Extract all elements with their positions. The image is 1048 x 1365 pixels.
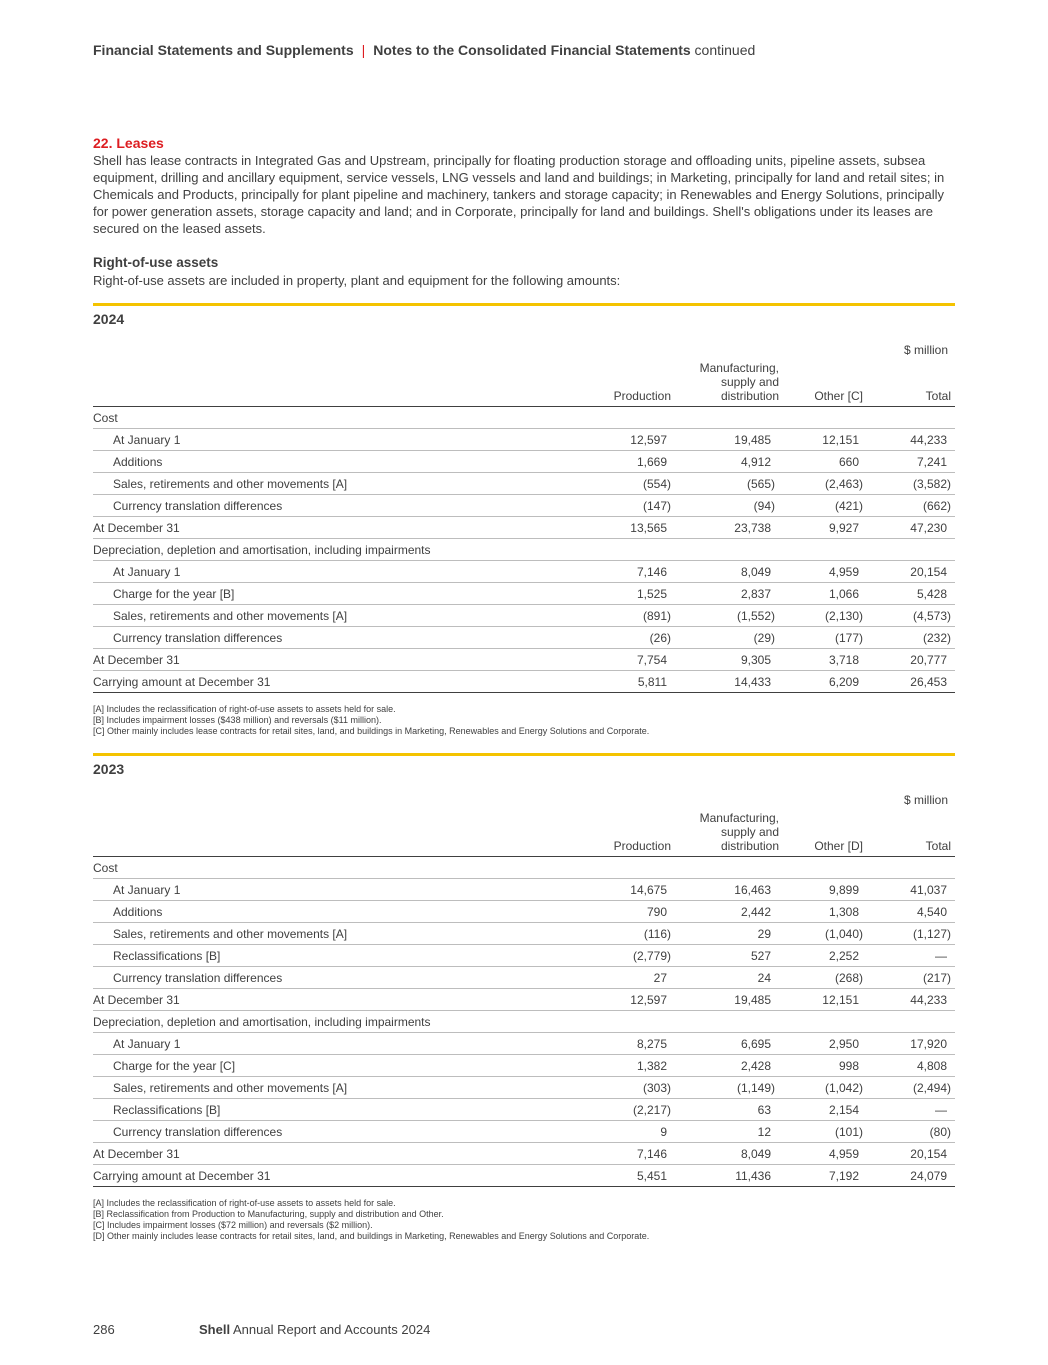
main-content bbox=[93, 134, 955, 1242]
cell-value: (3,582) bbox=[867, 473, 955, 495]
cell-value: 4,912 bbox=[675, 451, 779, 473]
table-row bbox=[93, 539, 955, 561]
column-header: Other [C] bbox=[779, 361, 867, 407]
table-row bbox=[93, 1165, 955, 1187]
cell-value: 1,382 bbox=[580, 1055, 675, 1077]
cell-value: (147) bbox=[580, 495, 675, 517]
row-label: At January 1 bbox=[93, 429, 580, 451]
tables-container bbox=[93, 303, 955, 1242]
cell-value: 4,959 bbox=[779, 561, 867, 583]
cell-value: 5,428 bbox=[867, 583, 955, 605]
table-row bbox=[93, 649, 955, 671]
cell-value: 1,308 bbox=[779, 901, 867, 923]
cell-value: 7,754 bbox=[580, 649, 675, 671]
cell-value: 2,950 bbox=[779, 1033, 867, 1055]
column-header: Total bbox=[867, 811, 955, 857]
cell-value: (116) bbox=[580, 923, 675, 945]
table-row bbox=[93, 1143, 955, 1165]
column-header: Manufacturing, supply and distribution bbox=[675, 361, 779, 407]
table-notes bbox=[93, 1198, 955, 1242]
header-section: Financial Statements and Supplements bbox=[93, 42, 354, 58]
cell-value: 4,540 bbox=[867, 901, 955, 923]
cell-value: (80) bbox=[867, 1121, 955, 1143]
header-title: Notes to the Consolidated Financial Statements bbox=[373, 42, 691, 58]
row-label: Reclassifications [B] bbox=[93, 1099, 580, 1121]
cell-value: (303) bbox=[580, 1077, 675, 1099]
cell-value: 8,049 bbox=[675, 1143, 779, 1165]
cell-value: (2,130) bbox=[779, 605, 867, 627]
row-label: At December 31 bbox=[93, 517, 580, 539]
row-label: Sales, retirements and other movements [A] bbox=[93, 1077, 580, 1099]
cell-value: (26) bbox=[580, 627, 675, 649]
cell-value: 8,275 bbox=[580, 1033, 675, 1055]
row-label: At January 1 bbox=[93, 879, 580, 901]
table-row bbox=[93, 671, 955, 693]
row-label: Depreciation, depletion and amortisation, including impairments bbox=[93, 539, 955, 561]
cell-value: 998 bbox=[779, 1055, 867, 1077]
cell-value: 47,230 bbox=[867, 517, 955, 539]
row-label: Carrying amount at December 31 bbox=[93, 671, 580, 693]
cell-value: 24 bbox=[675, 967, 779, 989]
cell-value: 1,066 bbox=[779, 583, 867, 605]
column-header: Production bbox=[580, 811, 675, 857]
table-row bbox=[93, 583, 955, 605]
cell-value: (2,463) bbox=[779, 473, 867, 495]
cell-value: 12,151 bbox=[779, 989, 867, 1011]
unit-label: $ million bbox=[903, 343, 948, 357]
cell-value: 1,525 bbox=[580, 583, 675, 605]
cell-value: (421) bbox=[779, 495, 867, 517]
table-row bbox=[93, 923, 955, 945]
cell-value: 16,463 bbox=[675, 879, 779, 901]
rou-intro: Right-of-use assets are included in property, plant and equipment for the following amounts: bbox=[93, 273, 621, 288]
table-row bbox=[93, 561, 955, 583]
footnote: [A] Includes the reclassification of right-of-use assets to assets held for sale. bbox=[93, 1198, 396, 1208]
row-label: Currency translation differences bbox=[93, 967, 580, 989]
cell-value: 2,428 bbox=[675, 1055, 779, 1077]
footnote: [B] Includes impairment losses ($438 million) and reversals ($11 million). bbox=[93, 715, 382, 725]
cell-value: 27 bbox=[580, 967, 675, 989]
cell-value: (891) bbox=[580, 605, 675, 627]
cell-value: 19,485 bbox=[675, 989, 779, 1011]
cell-value: 527 bbox=[675, 945, 779, 967]
cell-value: 26,453 bbox=[867, 671, 955, 693]
cell-value: 7,146 bbox=[580, 561, 675, 583]
row-label: Sales, retirements and other movements [A] bbox=[93, 605, 580, 627]
cell-value: 3,718 bbox=[779, 649, 867, 671]
row-label: Sales, retirements and other movements [A] bbox=[93, 923, 580, 945]
section-title: 22. Leases bbox=[93, 135, 164, 151]
cell-value: (217) bbox=[867, 967, 955, 989]
cell-value: 2,442 bbox=[675, 901, 779, 923]
table-year: 2023 bbox=[93, 761, 125, 777]
table-row bbox=[93, 879, 955, 901]
row-label: At January 1 bbox=[93, 1033, 580, 1055]
cell-value: 8,049 bbox=[675, 561, 779, 583]
row-label: At December 31 bbox=[93, 1143, 580, 1165]
yellow-divider bbox=[93, 303, 955, 306]
row-label: Currency translation differences bbox=[93, 1121, 580, 1143]
row-label: Cost bbox=[93, 407, 955, 429]
cell-value: (2,494) bbox=[867, 1077, 955, 1099]
row-label: Currency translation differences bbox=[93, 495, 580, 517]
cell-value: 2,154 bbox=[779, 1099, 867, 1121]
header-row bbox=[93, 811, 955, 857]
cell-value: 44,233 bbox=[867, 429, 955, 451]
row-label: Reclassifications [B] bbox=[93, 945, 580, 967]
footnote: [D] Other mainly includes lease contracts for retail sites, land, and buildings in Marketing, Renewables and Energy Solutions and Corporate. bbox=[93, 1231, 650, 1241]
row-label: Additions bbox=[93, 901, 580, 923]
cell-value: 790 bbox=[580, 901, 675, 923]
cell-value: 44,233 bbox=[867, 989, 955, 1011]
table-row bbox=[93, 857, 955, 879]
cell-value: 20,777 bbox=[867, 649, 955, 671]
cell-value: (1,040) bbox=[779, 923, 867, 945]
table-row bbox=[93, 451, 955, 473]
cell-value: 7,192 bbox=[779, 1165, 867, 1187]
cell-value: 5,451 bbox=[580, 1165, 675, 1187]
table-row bbox=[93, 517, 955, 539]
column-header: Production bbox=[580, 361, 675, 407]
cell-value: (662) bbox=[867, 495, 955, 517]
cell-value: (94) bbox=[675, 495, 779, 517]
cell-value: 9,899 bbox=[779, 879, 867, 901]
report-title: Annual Report and Accounts 2024 bbox=[232, 1322, 431, 1337]
table-row bbox=[93, 901, 955, 923]
cell-value: 6,695 bbox=[675, 1033, 779, 1055]
brand-name: Shell bbox=[199, 1322, 231, 1337]
footnote: [B] Reclassification from Production to Manufacturing, supply and distribution and Other. bbox=[93, 1209, 444, 1219]
table-row bbox=[93, 967, 955, 989]
footer-brand bbox=[199, 1322, 430, 1337]
cell-value: (2,217) bbox=[580, 1099, 675, 1121]
table-row bbox=[93, 1011, 955, 1033]
data-table bbox=[93, 811, 955, 1187]
row-label: At January 1 bbox=[93, 561, 580, 583]
table-row bbox=[93, 495, 955, 517]
cell-value: 5,811 bbox=[580, 671, 675, 693]
rou-title: Right-of-use assets bbox=[93, 255, 219, 270]
row-label: Sales, retirements and other movements [A] bbox=[93, 473, 580, 495]
header-row bbox=[93, 361, 955, 407]
cell-value: 12 bbox=[675, 1121, 779, 1143]
cell-value: 14,433 bbox=[675, 671, 779, 693]
cell-value: (1,127) bbox=[867, 923, 955, 945]
cell-value: (232) bbox=[867, 627, 955, 649]
cell-value: (565) bbox=[675, 473, 779, 495]
cell-value: (268) bbox=[779, 967, 867, 989]
cell-value: (177) bbox=[779, 627, 867, 649]
table-row bbox=[93, 627, 955, 649]
cell-value: — bbox=[867, 1099, 955, 1121]
cell-value: 23,738 bbox=[675, 517, 779, 539]
cell-value: 9 bbox=[580, 1121, 675, 1143]
cell-value: 19,485 bbox=[675, 429, 779, 451]
column-header: Other [D] bbox=[779, 811, 867, 857]
row-label: Depreciation, depletion and amortisation, including impairments bbox=[93, 1011, 955, 1033]
page-footer bbox=[93, 1322, 431, 1337]
table-row bbox=[93, 1033, 955, 1055]
cell-value: (29) bbox=[675, 627, 779, 649]
column-header: Manufacturing, supply and distribution bbox=[675, 811, 779, 857]
cell-value: 2,837 bbox=[675, 583, 779, 605]
cell-value: 7,241 bbox=[867, 451, 955, 473]
cell-value: (4,573) bbox=[867, 605, 955, 627]
table-notes bbox=[93, 704, 955, 737]
cell-value: 14,675 bbox=[580, 879, 675, 901]
table-row bbox=[93, 1099, 955, 1121]
row-label: At December 31 bbox=[93, 649, 580, 671]
cell-value: — bbox=[867, 945, 955, 967]
row-label: At December 31 bbox=[93, 989, 580, 1011]
cell-value: (554) bbox=[580, 473, 675, 495]
table-row bbox=[93, 473, 955, 495]
cell-value: (1,149) bbox=[675, 1077, 779, 1099]
cell-value: 660 bbox=[779, 451, 867, 473]
header-cell-empty bbox=[93, 361, 580, 407]
table-row bbox=[93, 1077, 955, 1099]
cell-value: 6,209 bbox=[779, 671, 867, 693]
cell-value: 17,920 bbox=[867, 1033, 955, 1055]
header-separator: | bbox=[361, 42, 366, 58]
cell-value: 41,037 bbox=[867, 879, 955, 901]
cell-value: 12,151 bbox=[779, 429, 867, 451]
row-label: Charge for the year [B] bbox=[93, 583, 580, 605]
header-suffix: continued bbox=[694, 42, 756, 58]
row-label: Currency translation differences bbox=[93, 627, 580, 649]
cell-value: 4,808 bbox=[867, 1055, 955, 1077]
row-label: Carrying amount at December 31 bbox=[93, 1165, 580, 1187]
table-row bbox=[93, 429, 955, 451]
page-number: 286 bbox=[93, 1322, 115, 1337]
cell-value: (1,042) bbox=[779, 1077, 867, 1099]
cell-value: 7,146 bbox=[580, 1143, 675, 1165]
cell-value: 11,436 bbox=[675, 1165, 779, 1187]
cell-value: 4,959 bbox=[779, 1143, 867, 1165]
data-table bbox=[93, 361, 955, 693]
cell-value: 20,154 bbox=[867, 1143, 955, 1165]
row-label: Charge for the year [C] bbox=[93, 1055, 580, 1077]
row-label: Cost bbox=[93, 857, 955, 879]
cell-value: 9,305 bbox=[675, 649, 779, 671]
cell-value: 12,597 bbox=[580, 989, 675, 1011]
cell-value: (101) bbox=[779, 1121, 867, 1143]
cell-value: 9,927 bbox=[779, 517, 867, 539]
row-label: Additions bbox=[93, 451, 580, 473]
section-body: Shell has lease contracts in Integrated Gas and Upstream, principally for floating production storage and offloading units, pipeline assets, subsea equipment, drilling and ancillary equipment, service vessels, LNG vessels and land and buildings; in Marketing, principally for land and retail sites; in Chemicals and Products, principally for plant pipeline and machinery, tankers and storage capacity; in Renewables and Energy Solutions, principally for power generation assets, storage capacity and land; and in Corporate, principally for land and buildings. Shell's obligations under its leases are secured on the leased assets. bbox=[93, 153, 945, 236]
cell-value: 29 bbox=[675, 923, 779, 945]
cell-value: (2,779) bbox=[580, 945, 675, 967]
cell-value: 12,597 bbox=[580, 429, 675, 451]
footnote: [C] Other mainly includes lease contracts for retail sites, land, and buildings in Marketing, Renewables and Energy Solutions and Corporate. bbox=[93, 726, 650, 736]
cell-value: 63 bbox=[675, 1099, 779, 1121]
cell-value: 1,669 bbox=[580, 451, 675, 473]
cell-value: 24,079 bbox=[867, 1165, 955, 1187]
cell-value: (1,552) bbox=[675, 605, 779, 627]
table-row bbox=[93, 989, 955, 1011]
header-cell-empty bbox=[93, 811, 580, 857]
cell-value: 2,252 bbox=[779, 945, 867, 967]
footnote: [A] Includes the reclassification of right-of-use assets to assets held for sale. bbox=[93, 704, 396, 714]
cell-value: 20,154 bbox=[867, 561, 955, 583]
page-header bbox=[93, 42, 755, 58]
table-row bbox=[93, 945, 955, 967]
table-row bbox=[93, 1055, 955, 1077]
cell-value: 13,565 bbox=[580, 517, 675, 539]
footnote: [C] Includes impairment losses ($72 million) and reversals ($2 million). bbox=[93, 1220, 373, 1230]
yellow-divider bbox=[93, 753, 955, 756]
unit-label: $ million bbox=[903, 793, 948, 807]
table-row bbox=[93, 407, 955, 429]
table-year: 2024 bbox=[93, 311, 125, 327]
table-row bbox=[93, 1121, 955, 1143]
table-row bbox=[93, 605, 955, 627]
column-header: Total bbox=[867, 361, 955, 407]
